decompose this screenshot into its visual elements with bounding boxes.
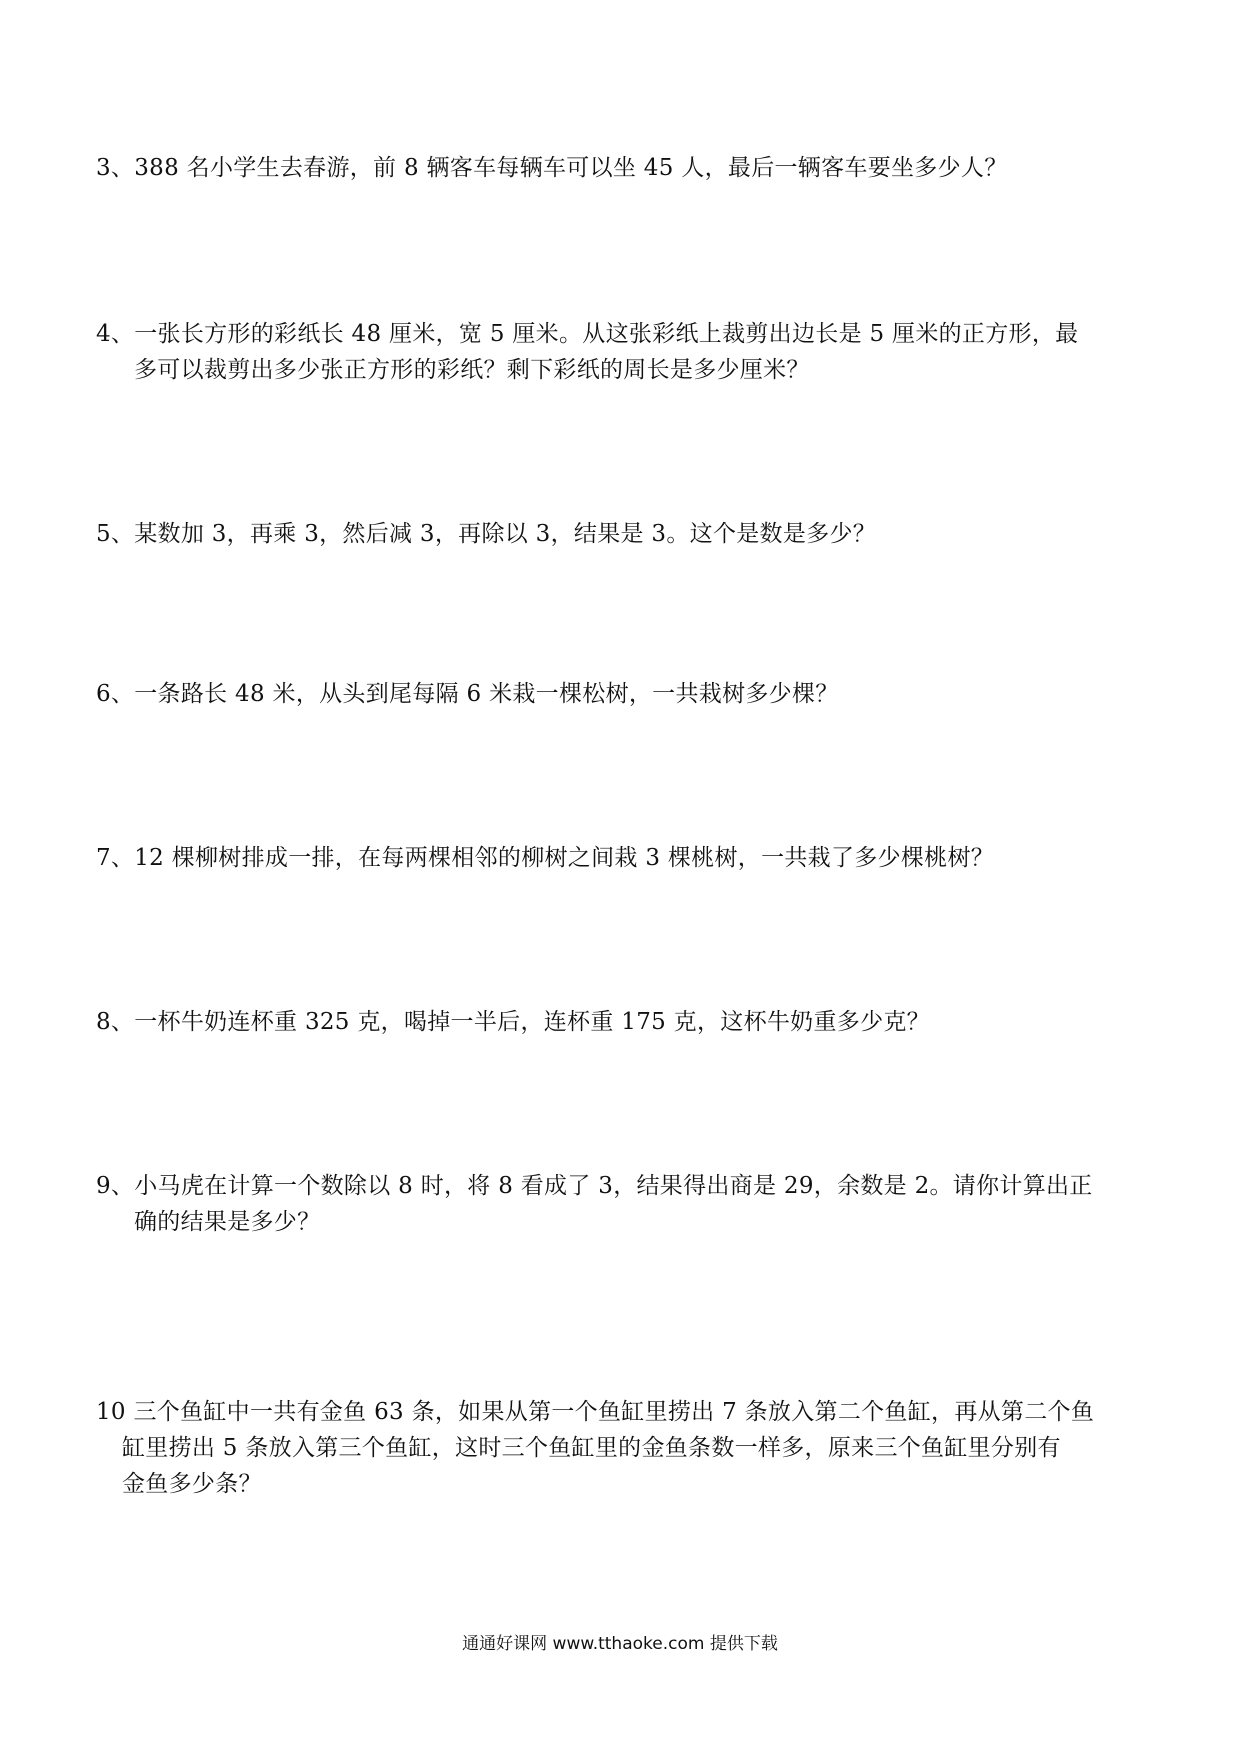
problem-4-line-1: 4、一张长方形的彩纸长 48 厘米，宽 5 厘米。从这张彩纸上裁剪出边长是 5 厘米的正方形，最 xyxy=(96,321,1079,347)
problem-5 xyxy=(96,516,1136,552)
problem-7-line-1: 7、12 棵柳树排成一排，在每两棵相邻的柳树之间栽 3 棵桃树，一共栽了多少棵桃树？ xyxy=(96,845,995,871)
problem-9-line-1: 9、小马虎在计算一个数除以 8 时，将 8 看成了 3，结果得出商是 29，余数是 2。请你计算出正 xyxy=(96,1173,1093,1199)
problem-10-line-3: 金鱼多少条？ xyxy=(122,1471,262,1497)
problem-4-line-2: 多可以裁剪出多少张正方形的彩纸？剩下彩纸的周长是多少厘米？ xyxy=(134,357,810,383)
problem-7 xyxy=(96,840,1136,876)
problem-9-line-2: 确的结果是多少？ xyxy=(134,1209,321,1235)
problem-6-line-1: 6、一条路长 48 米，从头到尾每隔 6 米栽一棵松树，一共栽树多少棵？ xyxy=(96,681,839,707)
problem-8-line-1: 8、一杯牛奶连杯重 325 克，喝掉一半后，连杯重 175 克，这杯牛奶重多少克？ xyxy=(96,1009,930,1035)
problem-6 xyxy=(96,676,1136,712)
problem-10-line-1: 10 三个鱼缸中一共有金鱼 63 条，如果从第一个鱼缸里捞出 7 条放入第二个鱼缸，再从第二个鱼 xyxy=(96,1399,1095,1425)
problem-3 xyxy=(96,150,1136,186)
problem-9 xyxy=(96,1168,1136,1240)
problem-4 xyxy=(96,316,1136,388)
problem-10-line-2: 缸里捞出 5 条放入第三个鱼缸，这时三个鱼缸里的金鱼条数一样多，原来三个鱼缸里分别有 xyxy=(122,1435,1061,1461)
problem-8 xyxy=(96,1004,1136,1040)
problem-3-line-1: 3、388 名小学生去春游，前 8 辆客车每辆车可以坐 45 人，最后一辆客车要坐多少人？ xyxy=(96,155,1008,181)
problem-5-line-1: 5、某数加 3，再乘 3，然后减 3，再除以 3，结果是 3。这个是数是多少？ xyxy=(96,521,877,547)
page-footer: 通通好课网 www.tthaoke.com 提供下载 xyxy=(462,1634,778,1654)
problem-10 xyxy=(96,1394,1136,1502)
